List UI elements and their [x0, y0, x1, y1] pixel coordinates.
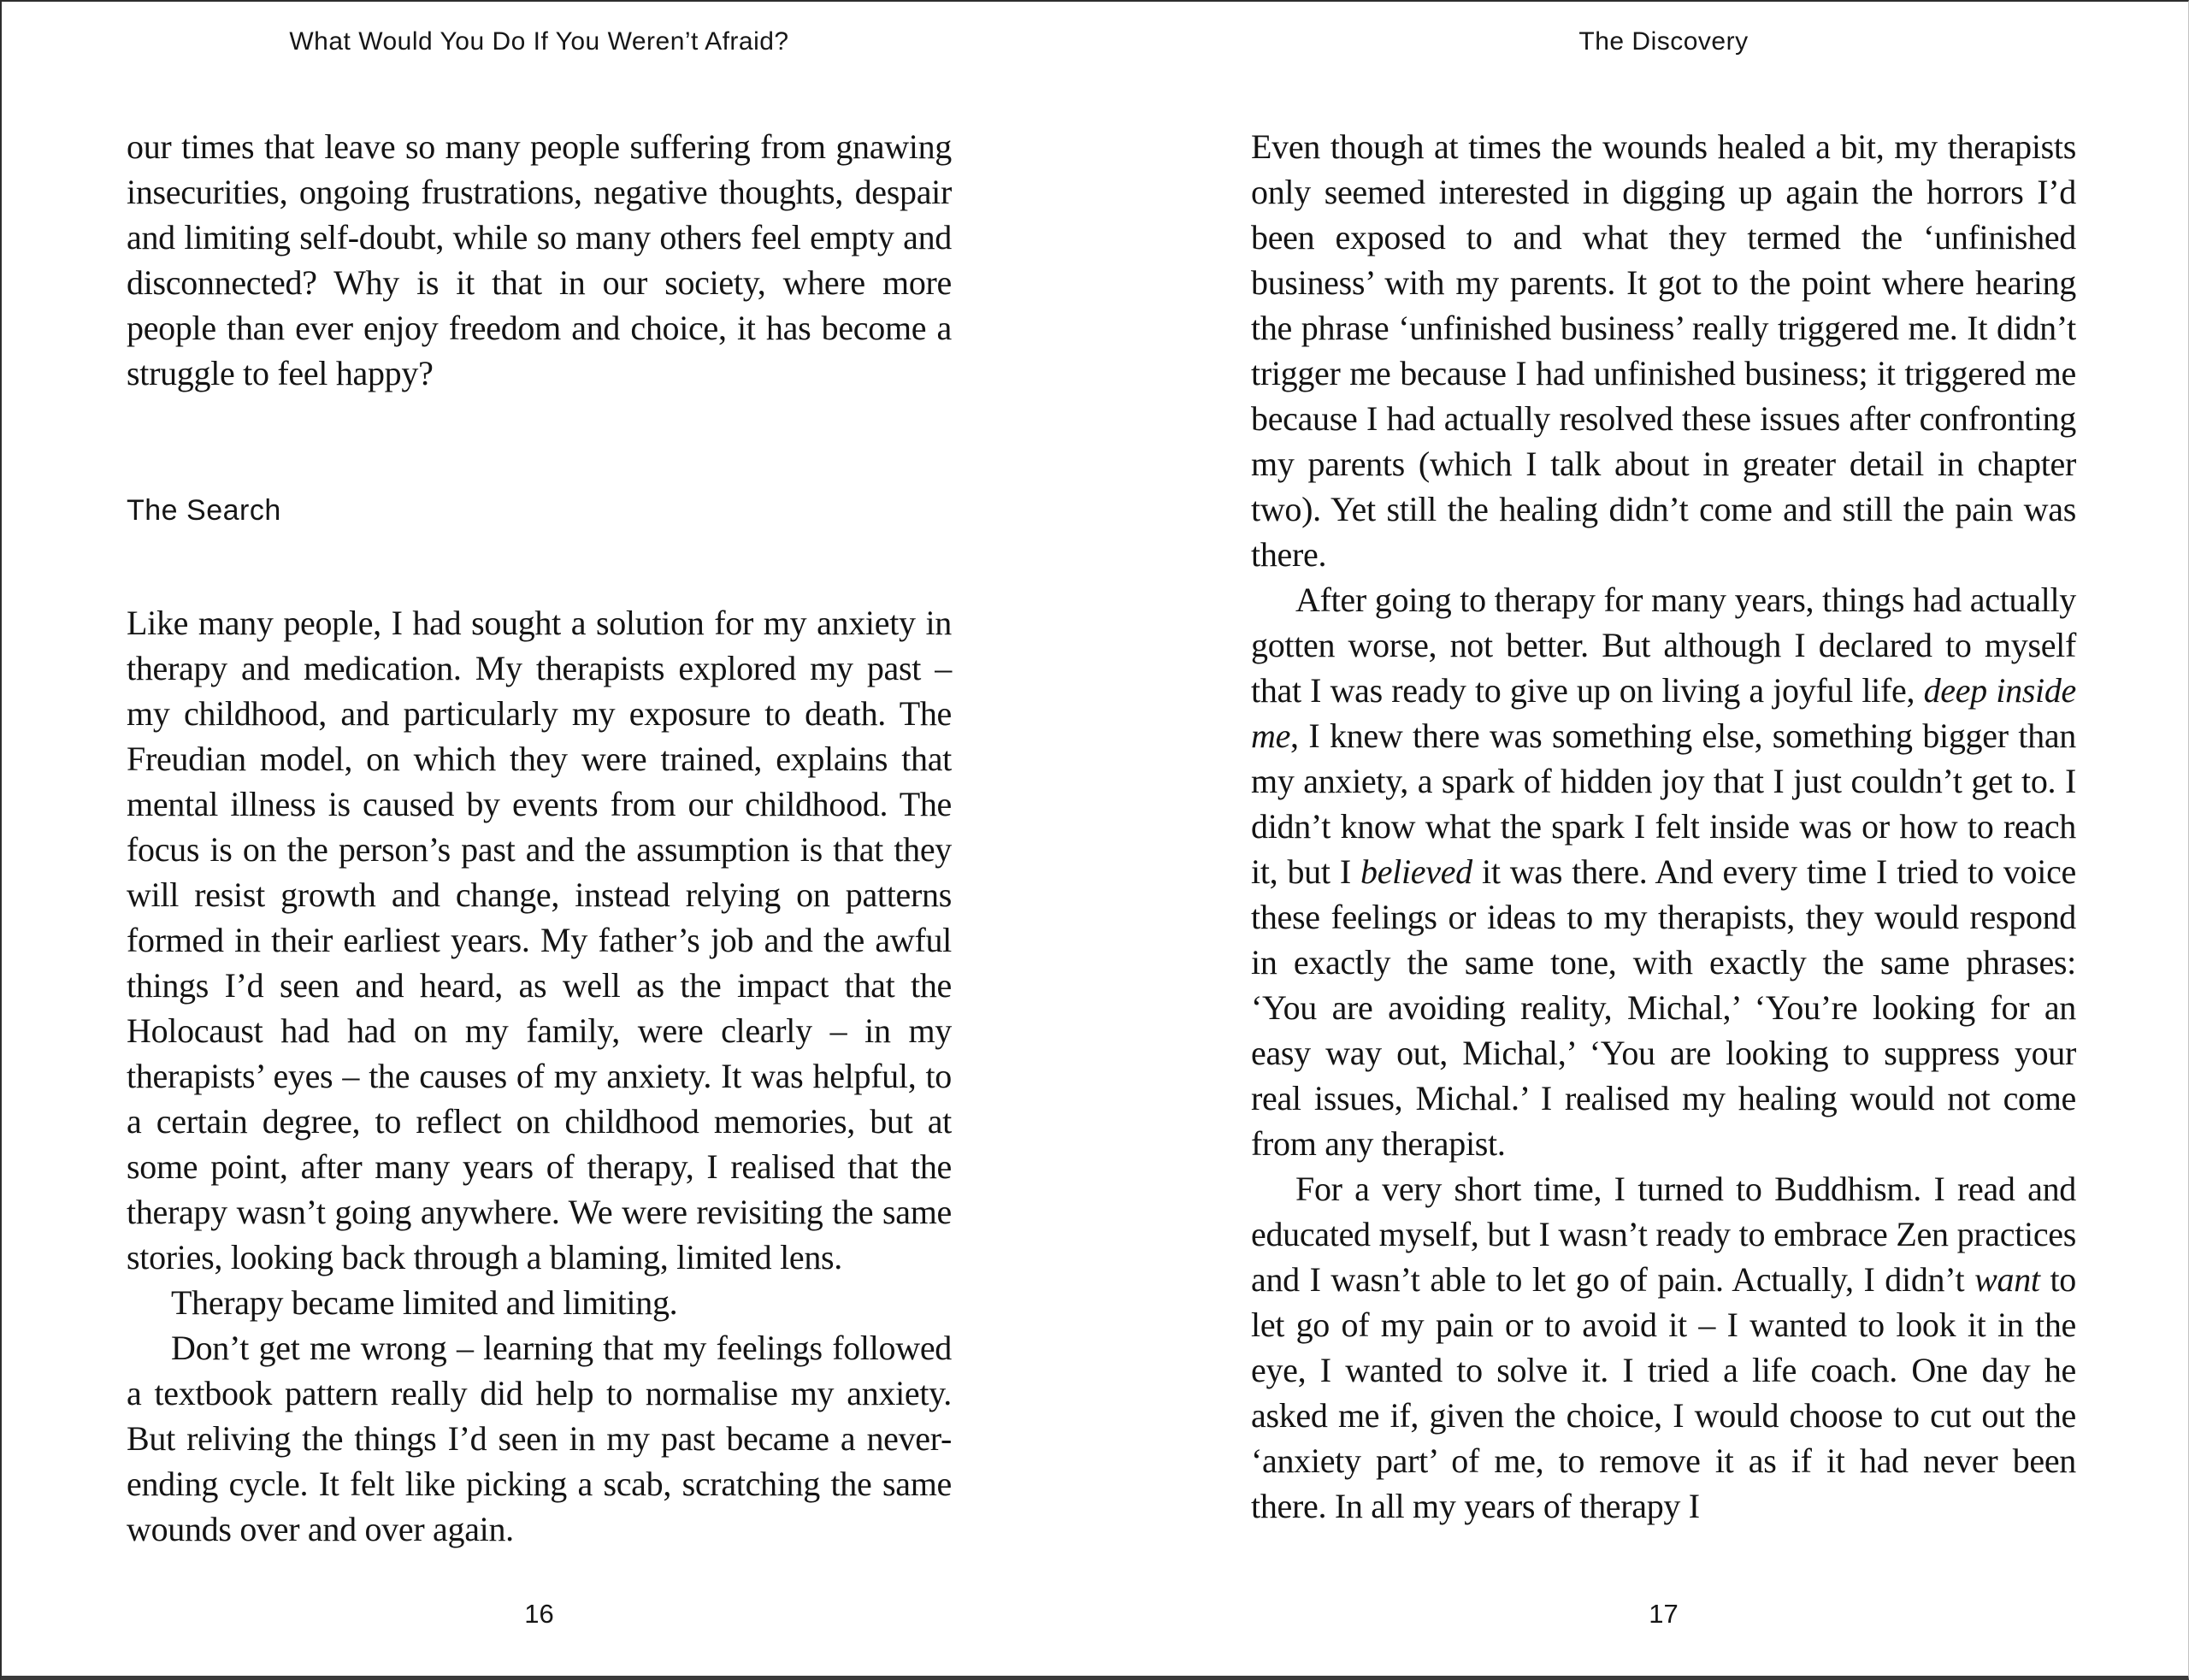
running-header-left: What Would You Do If You Weren’t Afraid?	[289, 27, 789, 56]
text-run: it was there. And every time I tried to voice these feelings or ideas to my therapists, they would respond in exactly the same tone, with exactly the same phrases: ‘You are avoiding reality, Michal,’ ‘You’re looking for an easy way out, Michal,’ ‘You are looking to suppress your real issues, Michal.’ I realised my healing would not come from any therapist.	[1251, 852, 2076, 1163]
body-paragraph	[127, 1325, 952, 1552]
text-run: Therapy became limited and limiting.	[171, 1283, 678, 1322]
section-heading: The Search	[127, 494, 281, 527]
page-body-right	[1251, 124, 2076, 1529]
page-number-right: 17	[1649, 1599, 1679, 1629]
body-paragraph	[1251, 577, 2076, 1166]
text-run: Don’t get me wrong – learning that my feelings followed a textbook pattern really did help to normalise my anxiety. But reliving the things I’d seen in my past became a never-ending cycle. It felt like picking a scab, scratching the same wounds over and over again.	[127, 1329, 952, 1548]
body-paragraph	[1251, 1166, 2076, 1529]
text-run: to let go of my pain or to avoid it – I wanted to look it in the eye, I wanted to solve it. I tried a life coach. One day he asked me if, given the choice, I would choose to cut out the ‘anxiety part’ of me, to remove it as if it had never been there. In all my years of therapy I	[1251, 1260, 2076, 1525]
italic-text-run: want	[1974, 1260, 2040, 1299]
running-header-right: The Discovery	[1578, 27, 1749, 56]
text-run: Like many people, I had sought a solution for my anxiety in therapy and medication. My therapists explored my past – my childhood, and particularly my exposure to death. The Freudian model, on which they were trained, explains that mental illness is caused by events from our childhood. The focus is on the person’s past and the assumption is that they will resist growth and change, instead relying on patterns formed in their earliest years. My father’s job and the awful things I’d seen and heard, as well as the impact that the Holocaust had had on my family, were clearly – in my therapists’ eyes – the causes of my anxiety. It was helpful, to a certain degree, to reflect on childhood memories, but at some point, after many years of therapy, I realised that the therapy wasn’t going anywhere. We were revisiting the same stories, looking back through a blaming, limited lens.	[127, 604, 952, 1276]
body-paragraph	[1251, 124, 2076, 577]
page-right	[1251, 2, 2076, 1676]
body-paragraph	[127, 1280, 952, 1325]
italic-text-run: deep inside me	[1251, 671, 2077, 755]
text-run: our times that leave so many people suffering from gnawing insecurities, ongoing frustrations, negative thoughts, despair and limiting self-doubt, while so many others feel empty and disconnected? Why is it that in our society, where more people than ever enjoy freedom and choice, it has become a struggle to feel happy?	[127, 127, 952, 392]
page-number-left: 16	[524, 1599, 554, 1629]
body-paragraph	[127, 124, 952, 396]
page-body-left	[127, 124, 952, 1552]
text-run: Even though at times the wounds healed a bit, my therapists only seemed interested in digging up again the horrors I’d been exposed to and what they termed the ‘unfinished business’ with my parents. It got to the point where hearing the phrase ‘unfinished business’ really triggered me. It didn’t trigger me because I had unfinished business; it triggered me because I had actually resolved these issues after confronting my parents (which I talk about in greater detail in chapter two). Yet still the healing didn’t come and still the pain was there.	[1251, 127, 2076, 574]
page-left	[127, 2, 952, 1676]
body-paragraph	[127, 600, 952, 1280]
italic-text-run: believed	[1360, 852, 1472, 891]
text-run: After going to therapy for many years, things had actually gotten worse, not better. But although I declared to myself that I was ready to give up on living a joyful life,	[1251, 581, 2076, 710]
text-run: , I knew there was something else, something bigger than my anxiety, a spark of hidden joy that I just couldn’t get to. I didn’t know what the spark I felt inside was or how to reach it, but I	[1251, 716, 2076, 891]
text-run: For a very short time, I turned to Buddhism. I read and educated myself, but I wasn’t ready to embrace Zen practices and I wasn’t able to let go of pain. Actually, I didn’t	[1251, 1170, 2076, 1299]
